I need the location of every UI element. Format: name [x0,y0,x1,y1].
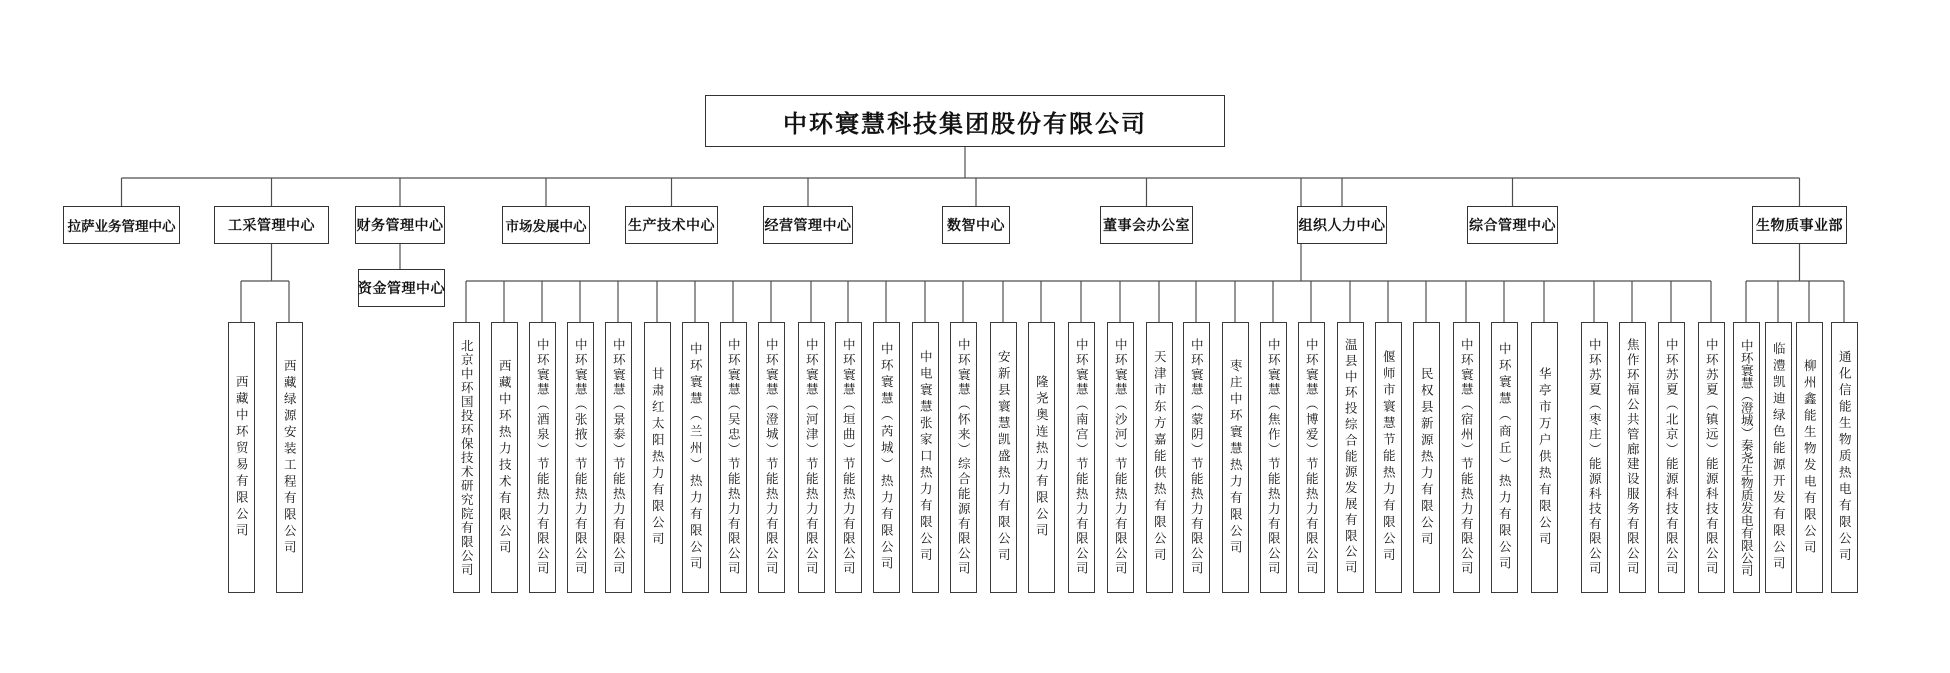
subsidiary-box [1581,322,1608,593]
department-box-label: 财务管理中心 [356,217,444,233]
subsidiary-box-label: 中环寰慧（澄城）节能热力有限公司 [764,338,779,577]
subsidiary-box [1453,322,1480,593]
department-box [1467,206,1558,244]
subsidiary-box [1146,322,1173,593]
subsidiary-box [491,322,518,593]
subsidiary-box-label: 中环寰慧（沙河）节能热力有限公司 [1113,338,1128,577]
department-box [763,206,853,244]
subsidiary-box-label: 偃师市寰慧节能热力有限公司 [1381,350,1396,565]
subsidiary-box-label: 中环苏夏（北京）能源科技有限公司 [1664,338,1679,577]
department-box [355,206,445,244]
department-box-label: 拉萨业务管理中心 [67,219,176,234]
department-box [942,206,1010,244]
subsidiary-box-label: 中环寰慧（怀来）综合能源有限公司 [956,338,971,577]
subsidiary-box-label: 中环苏夏（镇远）能源科技有限公司 [1704,338,1719,577]
subsidiary-box-label: 中环寰慧（酒泉）节能热力有限公司 [535,338,550,577]
subsidiary-box-label: 中环寰慧（蒙阴）节能热力有限公司 [1189,338,1204,577]
subsidiary-box [873,322,900,593]
subsidiary-box-label: 焦作环福公共管廊建设服务有限公司 [1625,338,1640,577]
subsidiary-box [1491,322,1518,593]
subsidiary-box [529,322,556,593]
subsidiary-box-label: 中环寰慧（兰州）热力有限公司 [688,342,703,573]
subsidiary-box-label: 中环寰慧（宿州）节能热力有限公司 [1459,338,1474,577]
subsidiary-box-label: 柳州鑫能生物发电有限公司 [1802,358,1817,557]
subsidiary-box [758,322,785,593]
subsidiary-box [950,322,977,593]
department-box [1297,206,1387,244]
subsidiary-box-label: 枣庄中环寰慧热力有限公司 [1228,358,1243,557]
org-root-box [705,95,1225,147]
subsidiary-box-label: 天津市东方嘉能供热有限公司 [1152,350,1167,565]
subsidiary-box [567,322,594,593]
subsidiary-box-label: 中环寰慧（河津）节能热力有限公司 [804,338,819,577]
department-box-label: 综合管理中心 [1469,217,1556,233]
subsidiary-box [835,322,862,593]
subsidiary-box-label: 中环寰慧（景泰）节能热力有限公司 [611,338,626,577]
subsidiary-box-label: 隆尧奥连热力有限公司 [1034,375,1049,540]
finance-sub-center-box-label: 资金管理中心 [358,280,445,296]
subsidiary-box [453,322,480,593]
department-box [1100,206,1193,244]
subsidiary-box [798,322,825,593]
subsidiary-box-label: 中环寰慧（垣曲）节能热力有限公司 [841,338,856,577]
subsidiary-box [1028,322,1055,593]
subsidiary-box-label: 北京中环国投环保技术研究院有限公司 [459,338,474,577]
subsidiary-box-label: 中环寰慧（南宫）节能热力有限公司 [1074,338,1089,577]
subsidiary-box [1733,322,1760,593]
subsidiary-box-label: 通化信能生物质热电有限公司 [1837,350,1852,565]
subsidiary-box-label: 安新县寰慧凯盛热力有限公司 [996,350,1011,565]
org-root-label: 中环寰慧科技集团股份有限公司 [783,110,1147,138]
subsidiary-box-label: 中环寰慧（博爱）节能热力有限公司 [1304,338,1319,577]
department-box [214,206,329,244]
subsidiary-box [1068,322,1095,593]
subsidiary-box-label: 华亭市万户供热有限公司 [1537,366,1552,549]
subsidiary-box [912,322,939,593]
subsidiary-box-label: 西藏中环贸易有限公司 [234,375,249,540]
department-box [625,206,718,244]
department-box-label: 市场发展中心 [505,219,587,234]
subsidiary-box-label: 中环寰慧（商丘）热力有限公司 [1497,342,1512,573]
subsidiary-box [1531,322,1558,593]
department-box-label: 经营管理中心 [764,217,852,233]
subsidiary-box-label: 中环寰慧（澄城）秦尧生物质发电有限公司 [1739,338,1754,577]
finance-sub-center-box [358,269,445,307]
subsidiary-box [1337,322,1364,593]
department-box [502,206,590,244]
subsidiary-box [228,322,255,593]
department-box-label: 生产技术中心 [628,217,715,233]
subsidiary-box [1413,322,1440,593]
subsidiary-box [1183,322,1210,593]
subsidiary-box [1260,322,1287,593]
subsidiary-box [1375,322,1402,593]
subsidiary-box-label: 中环寰慧（张掖）节能热力有限公司 [573,338,588,577]
department-box-label: 生物质事业部 [1756,217,1843,233]
subsidiary-box [1831,322,1858,593]
department-box-label: 数智中心 [947,217,1005,233]
subsidiary-box-label: 西藏中环热力技术有限公司 [497,358,512,557]
subsidiary-box-label: 临澧凯迪绿色能源开发有限公司 [1771,342,1786,573]
subsidiary-box-label: 民权县新源热力有限公司 [1419,366,1434,549]
subsidiary-box [605,322,632,593]
subsidiary-box [276,322,303,593]
department-box-label: 工采管理中心 [228,217,315,233]
department-box-label: 组织人力中心 [1298,217,1386,233]
subsidiary-box [1796,322,1823,593]
subsidiary-box [990,322,1017,593]
subsidiary-box [1765,322,1792,593]
subsidiary-box [682,322,709,593]
subsidiary-box-label: 西藏绿源安装工程有限公司 [282,358,297,557]
department-box-label: 董事会办公室 [1103,217,1190,233]
subsidiary-box [1222,322,1249,593]
subsidiary-box-label: 中电寰慧张家口热力有限公司 [918,350,933,565]
subsidiary-box [1698,322,1725,593]
subsidiary-box-label: 中环寰慧（吴忠）节能热力有限公司 [726,338,741,577]
subsidiary-box-label: 甘肃红太阳热力有限公司 [650,366,665,549]
subsidiary-box [1298,322,1325,593]
subsidiary-box-label: 中环寰慧（芮城）热力有限公司 [879,342,894,573]
subsidiary-box [1619,322,1646,593]
department-box [63,206,180,244]
subsidiary-box [1658,322,1685,593]
subsidiary-box-label: 温县中环投综合能源发展有限公司 [1343,338,1358,577]
subsidiary-box [644,322,671,593]
subsidiary-box-label: 中环寰慧（焦作）节能热力有限公司 [1266,338,1281,577]
department-box [1752,206,1847,244]
subsidiary-box-label: 中环苏夏（枣庄）能源科技有限公司 [1587,338,1602,577]
subsidiary-box [1107,322,1134,593]
subsidiary-box [720,322,747,593]
